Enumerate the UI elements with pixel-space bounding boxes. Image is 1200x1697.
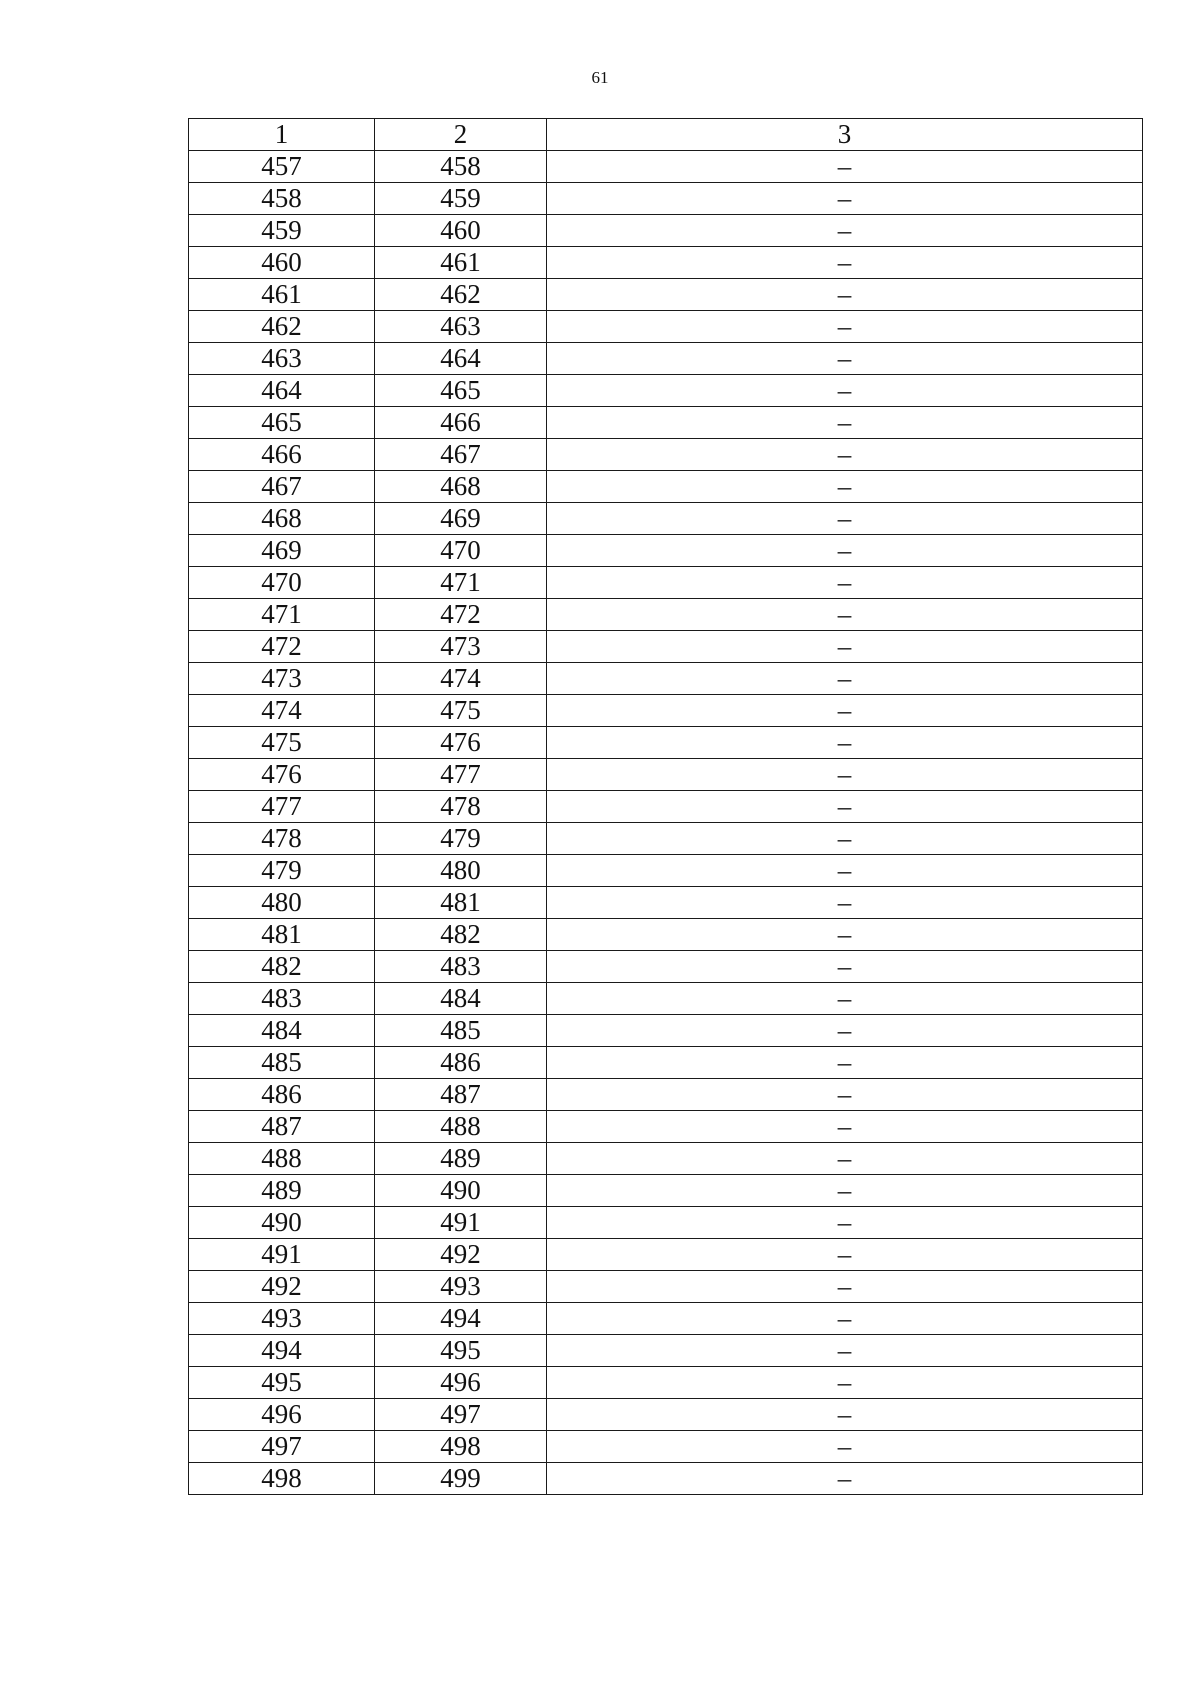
table-row: [189, 983, 1143, 1015]
table-cell-col-3: –: [547, 663, 1143, 695]
table-cell-col-3: –: [547, 439, 1143, 471]
table-row: [189, 375, 1143, 407]
table-cell-col-1: 483: [189, 983, 375, 1015]
table-cell-col-1: 471: [189, 599, 375, 631]
table-cell-col-3: –: [547, 631, 1143, 663]
table-cell-col-1: 457: [189, 151, 375, 183]
table-cell-col-3: –: [547, 791, 1143, 823]
table-cell-col-1: 485: [189, 1047, 375, 1079]
table-cell-col-2: 464: [375, 343, 547, 375]
table-row: [189, 471, 1143, 503]
table-row: [189, 1175, 1143, 1207]
page-number: 61: [591, 68, 609, 87]
table-row: [189, 151, 1143, 183]
table-cell-col-2: 489: [375, 1143, 547, 1175]
table-cell-col-1: 494: [189, 1335, 375, 1367]
table-cell-col-2: 476: [375, 727, 547, 759]
table-row: [189, 631, 1143, 663]
table-cell-col-3: –: [547, 823, 1143, 855]
table-cell-col-2: 470: [375, 535, 547, 567]
table-cell-col-2: 474: [375, 663, 547, 695]
table-row: [189, 599, 1143, 631]
table-row: [189, 919, 1143, 951]
table-cell-col-2: 459: [375, 183, 547, 215]
table-row: [189, 1367, 1143, 1399]
table-row: [189, 727, 1143, 759]
table-cell-col-3: –: [547, 247, 1143, 279]
table-cell-col-3: –: [547, 375, 1143, 407]
table-cell-col-3: –: [547, 1079, 1143, 1111]
table-cell-col-2: 463: [375, 311, 547, 343]
table-cell-col-3: –: [547, 759, 1143, 791]
table-cell-col-1: 490: [189, 1207, 375, 1239]
table-cell-col-3: –: [547, 471, 1143, 503]
table-cell-col-3: –: [547, 855, 1143, 887]
table-cell-col-3: –: [547, 535, 1143, 567]
table-cell-col-1: 475: [189, 727, 375, 759]
header-cell-col-2: 2: [375, 119, 547, 151]
table-cell-col-2: 481: [375, 887, 547, 919]
table-row: [189, 567, 1143, 599]
table-cell-col-2: 468: [375, 471, 547, 503]
table-row: [189, 215, 1143, 247]
table-row: [189, 1399, 1143, 1431]
table-cell-col-3: –: [547, 1111, 1143, 1143]
table-cell-col-1: 469: [189, 535, 375, 567]
table-cell-col-1: 484: [189, 1015, 375, 1047]
table-cell-col-3: –: [547, 1431, 1143, 1463]
table-cell-col-1: 467: [189, 471, 375, 503]
table-cell-col-2: 461: [375, 247, 547, 279]
table-cell-col-2: 473: [375, 631, 547, 663]
table-cell-col-1: 495: [189, 1367, 375, 1399]
table-cell-col-2: 462: [375, 279, 547, 311]
table-cell-col-1: 479: [189, 855, 375, 887]
table-row: [189, 407, 1143, 439]
table-cell-col-2: 497: [375, 1399, 547, 1431]
table-cell-col-3: –: [547, 503, 1143, 535]
table-row: [189, 1111, 1143, 1143]
table-cell-col-1: 477: [189, 791, 375, 823]
table-cell-col-3: –: [547, 1015, 1143, 1047]
table-cell-col-2: 465: [375, 375, 547, 407]
table-cell-col-1: 498: [189, 1463, 375, 1495]
table-cell-col-2: 471: [375, 567, 547, 599]
table-cell-col-3: –: [547, 695, 1143, 727]
table-cell-col-3: –: [547, 919, 1143, 951]
table-row: [189, 1463, 1143, 1495]
table-cell-col-3: –: [547, 983, 1143, 1015]
table-row: [189, 1047, 1143, 1079]
table-cell-col-3: –: [547, 279, 1143, 311]
table-cell-col-2: 499: [375, 1463, 547, 1495]
table-cell-col-2: 478: [375, 791, 547, 823]
table-row: [189, 1431, 1143, 1463]
table-row: [189, 855, 1143, 887]
table-cell-col-3: –: [547, 727, 1143, 759]
table-cell-col-1: 496: [189, 1399, 375, 1431]
header-cell-col-3: 3: [547, 119, 1143, 151]
table-cell-col-3: –: [547, 343, 1143, 375]
table-row: [189, 1143, 1143, 1175]
table-cell-col-2: 484: [375, 983, 547, 1015]
table-cell-col-1: 478: [189, 823, 375, 855]
table-row: [189, 439, 1143, 471]
table-cell-col-1: 493: [189, 1303, 375, 1335]
table-cell-col-3: –: [547, 951, 1143, 983]
table-cell-col-3: –: [547, 215, 1143, 247]
table-cell-col-1: 476: [189, 759, 375, 791]
table-cell-col-1: 465: [189, 407, 375, 439]
table-row: [189, 759, 1143, 791]
table-cell-col-3: –: [547, 407, 1143, 439]
table-cell-col-3: –: [547, 1175, 1143, 1207]
table-row: [189, 1335, 1143, 1367]
table-cell-col-2: 466: [375, 407, 547, 439]
table-row: [189, 1271, 1143, 1303]
table-cell-col-3: –: [547, 1239, 1143, 1271]
table-body: [189, 151, 1143, 1495]
table-cell-col-2: 458: [375, 151, 547, 183]
table-cell-col-2: 494: [375, 1303, 547, 1335]
table-cell-col-1: 473: [189, 663, 375, 695]
table-cell-col-1: 474: [189, 695, 375, 727]
table-cell-col-2: 488: [375, 1111, 547, 1143]
table-cell-col-1: 492: [189, 1271, 375, 1303]
table-row: [189, 951, 1143, 983]
table-cell-col-3: –: [547, 1271, 1143, 1303]
table-cell-col-2: 493: [375, 1271, 547, 1303]
table-cell-col-1: 480: [189, 887, 375, 919]
table-cell-col-3: –: [547, 1367, 1143, 1399]
table-cell-col-1: 468: [189, 503, 375, 535]
table-cell-col-3: –: [547, 567, 1143, 599]
table-cell-col-2: 482: [375, 919, 547, 951]
table-cell-col-2: 490: [375, 1175, 547, 1207]
table-row: [189, 279, 1143, 311]
table-cell-col-3: –: [547, 1463, 1143, 1495]
table-cell-col-2: 472: [375, 599, 547, 631]
table-cell-col-2: 480: [375, 855, 547, 887]
table-cell-col-3: –: [547, 1047, 1143, 1079]
table-cell-col-1: 461: [189, 279, 375, 311]
table-cell-col-3: –: [547, 887, 1143, 919]
header-cell-col-1: 1: [189, 119, 375, 151]
table-row: [189, 343, 1143, 375]
table-row: [189, 503, 1143, 535]
table-cell-col-3: –: [547, 183, 1143, 215]
table-cell-col-1: 470: [189, 567, 375, 599]
table-row: [189, 183, 1143, 215]
table-cell-col-2: 483: [375, 951, 547, 983]
table-row: [189, 1303, 1143, 1335]
table-row: [189, 535, 1143, 567]
table-cell-col-2: 495: [375, 1335, 547, 1367]
table-cell-col-2: 487: [375, 1079, 547, 1111]
table-cell-col-1: 472: [189, 631, 375, 663]
table-cell-col-1: 462: [189, 311, 375, 343]
table-cell-col-1: 482: [189, 951, 375, 983]
table-row: [189, 1239, 1143, 1271]
table-cell-col-1: 458: [189, 183, 375, 215]
table-row: [189, 1015, 1143, 1047]
table-cell-col-1: 466: [189, 439, 375, 471]
table-row: [189, 1079, 1143, 1111]
table-cell-col-2: 479: [375, 823, 547, 855]
table-row: [189, 791, 1143, 823]
table-cell-col-3: –: [547, 599, 1143, 631]
table-cell-col-2: 460: [375, 215, 547, 247]
table-cell-col-3: –: [547, 1335, 1143, 1367]
table-cell-col-2: 467: [375, 439, 547, 471]
table-cell-col-3: –: [547, 1207, 1143, 1239]
table-cell-col-1: 464: [189, 375, 375, 407]
table-cell-col-3: –: [547, 311, 1143, 343]
table-cell-col-1: 463: [189, 343, 375, 375]
table-cell-col-1: 487: [189, 1111, 375, 1143]
table-cell-col-2: 475: [375, 695, 547, 727]
table-row: [189, 1207, 1143, 1239]
table-row: [189, 311, 1143, 343]
table-cell-col-2: 485: [375, 1015, 547, 1047]
table-cell-col-1: 491: [189, 1239, 375, 1271]
table-cell-col-2: 496: [375, 1367, 547, 1399]
table-cell-col-2: 477: [375, 759, 547, 791]
table-row: [189, 695, 1143, 727]
table-cell-col-1: 497: [189, 1431, 375, 1463]
table-cell-col-1: 486: [189, 1079, 375, 1111]
table-cell-col-2: 486: [375, 1047, 547, 1079]
table-cell-col-1: 488: [189, 1143, 375, 1175]
table-row: [189, 887, 1143, 919]
table-cell-col-2: 491: [375, 1207, 547, 1239]
table-row: [189, 823, 1143, 855]
table-cell-col-3: –: [547, 151, 1143, 183]
table-cell-col-2: 469: [375, 503, 547, 535]
table-cell-col-1: 489: [189, 1175, 375, 1207]
table-cell-col-1: 459: [189, 215, 375, 247]
table-cell-col-1: 460: [189, 247, 375, 279]
table-row: [189, 663, 1143, 695]
table-row: [189, 247, 1143, 279]
table-header-row: [189, 119, 1143, 151]
table-cell-col-3: –: [547, 1143, 1143, 1175]
table-cell-col-3: –: [547, 1303, 1143, 1335]
table-cell-col-2: 498: [375, 1431, 547, 1463]
table-cell-col-3: –: [547, 1399, 1143, 1431]
table-cell-col-1: 481: [189, 919, 375, 951]
data-table: [188, 118, 1143, 1495]
table-cell-col-2: 492: [375, 1239, 547, 1271]
